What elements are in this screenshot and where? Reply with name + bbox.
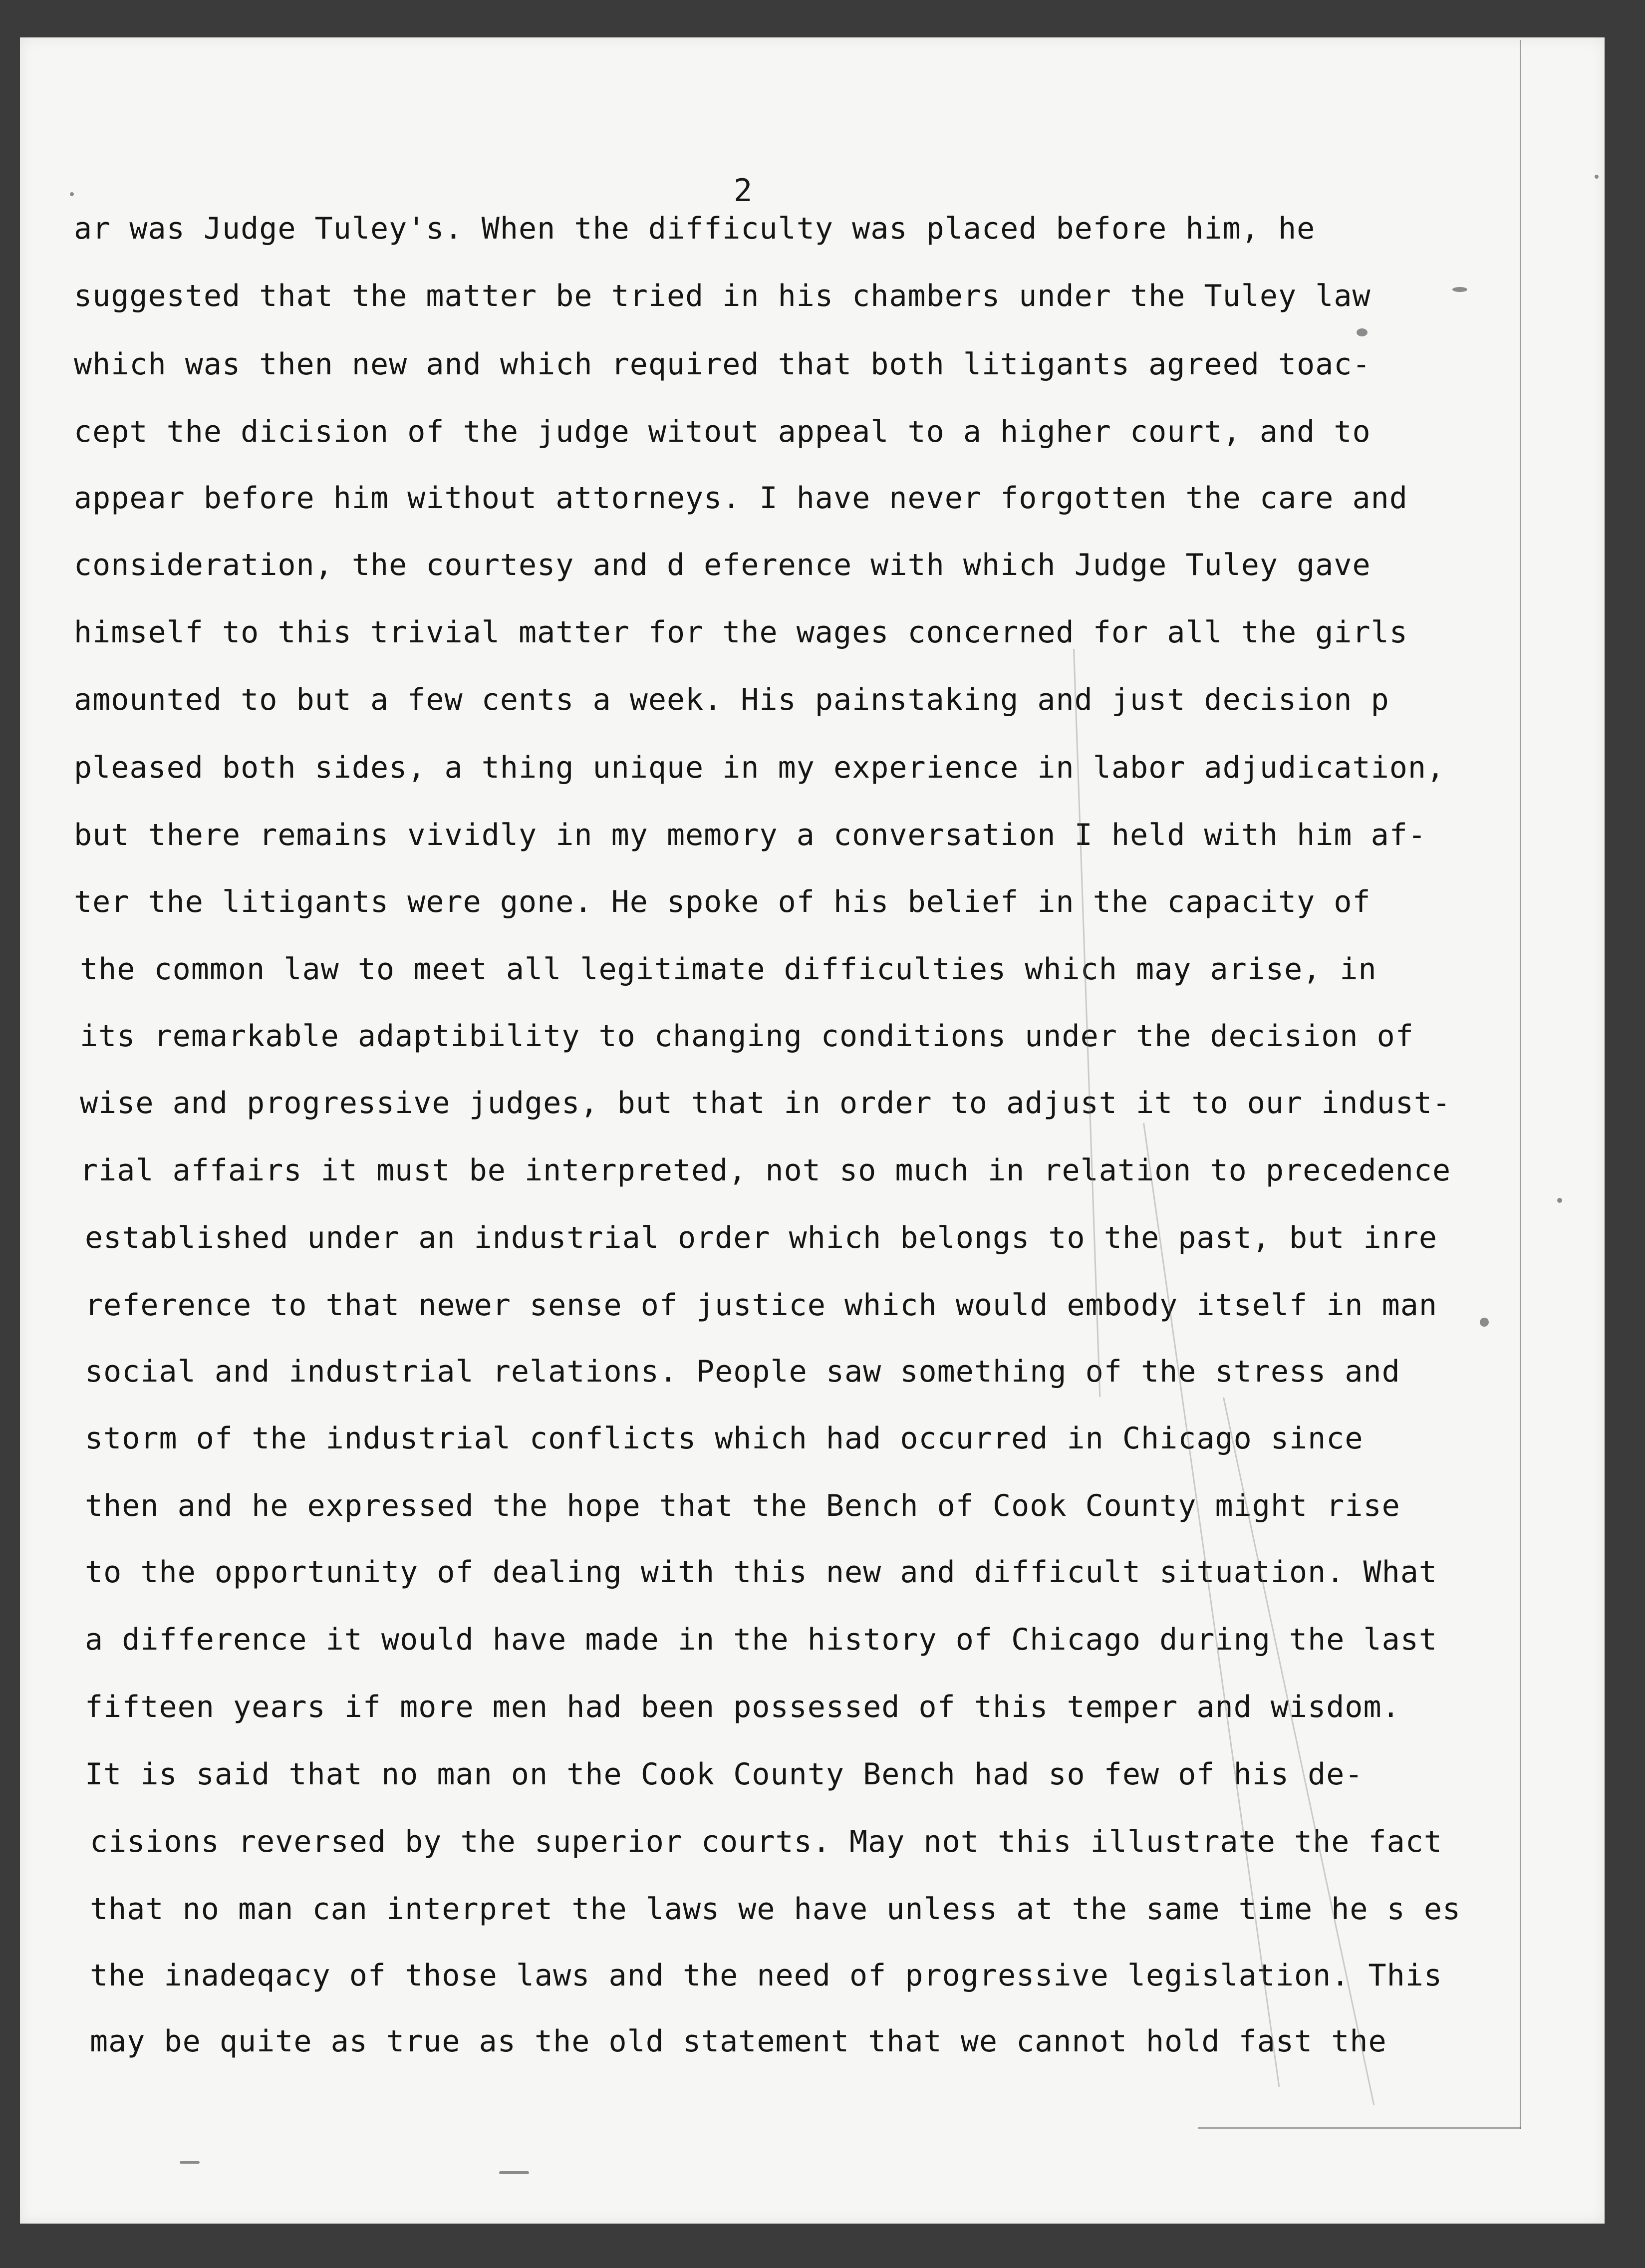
- text-line: to the opportunity of dealing with this new and difficult situation. What: [85, 1555, 1437, 1590]
- text-line: It is said that no man on the Cook County Bench had so few of his de-: [85, 1757, 1364, 1792]
- dust-speck: [1595, 175, 1599, 179]
- text-line: that no man can interpret the laws we have unless at the same time he s es: [90, 1892, 1461, 1927]
- dust-speck: [1557, 1198, 1562, 1203]
- text-line: social and industrial relations. People saw something of the stress and: [85, 1354, 1400, 1389]
- text-line: a difference it would have made in the history of Chicago during the last: [85, 1622, 1437, 1657]
- text-line: reference to that newer sense of justice which would embody itself in man: [85, 1288, 1437, 1323]
- text-line: cisions reversed by the superior courts. May not this illustrate the fact: [90, 1824, 1442, 1859]
- text-line: amounted to but a few cents a week. His painstaking and just decision p: [74, 682, 1389, 717]
- text-line: storm of the industrial conflicts which had occurred in Chicago since: [85, 1421, 1364, 1456]
- text-line: established under an industrial order which belongs to the past, but inre: [85, 1220, 1437, 1255]
- text-line: its remarkable adaptibility to changing conditions under the decision of: [80, 1019, 1414, 1054]
- text-line: fifteen years if more men had been possessed of this temper and wisdom.: [85, 1690, 1400, 1724]
- text-line: but there remains vividly in my memory a conversation I held with him af-: [74, 818, 1426, 852]
- text-line: rial affairs it must be interpreted, not so much in relation to precedence: [80, 1153, 1451, 1188]
- text-line: may be quite as true as the old statement that we cannot hold fast the: [90, 2024, 1387, 2059]
- text-line: cept the dicision of the judge witout appeal to a higher court, and to: [74, 414, 1371, 449]
- dust-speck: [499, 2171, 529, 2174]
- text-line: consideration, the courtesy and d eference with which Judge Tuley gave: [74, 548, 1371, 582]
- text-line: himself to this trivial matter for the wages concerned for all the girls: [74, 615, 1408, 650]
- text-line: wise and progressive judges, but that in order to adjust it to our indust-: [80, 1086, 1451, 1121]
- text-line: the inadeqacy of those laws and the need of progressive legislation. This: [90, 1958, 1442, 1993]
- page-number: 2: [734, 172, 753, 209]
- ink-smudge: [1452, 287, 1467, 292]
- ink-smudge: [1480, 1318, 1489, 1327]
- dust-speck: [70, 192, 74, 196]
- dust-speck: [180, 2161, 200, 2164]
- text-line: pleased both sides, a thing unique in my experience in labor adjudication,: [74, 750, 1445, 785]
- text-line: which was then new and which required that both litigants agreed toac-: [74, 347, 1371, 382]
- text-line: suggested that the matter be tried in his chambers under the Tuley law: [74, 279, 1371, 313]
- text-line: then and he expressed the hope that the Bench of Cook County might rise: [85, 1488, 1400, 1523]
- text-line: ter the litigants were gone. He spoke of his belief in the capacity of: [74, 884, 1371, 919]
- ink-smudge: [1357, 328, 1368, 336]
- text-line: ar was Judge Tuley's. When the difficulty was placed before him, he: [74, 211, 1316, 246]
- text-line: the common law to meet all legitimate difficulties which may arise, in: [80, 952, 1377, 987]
- text-line: appear before him without attorneys. I have never forgotten the care and: [74, 481, 1408, 516]
